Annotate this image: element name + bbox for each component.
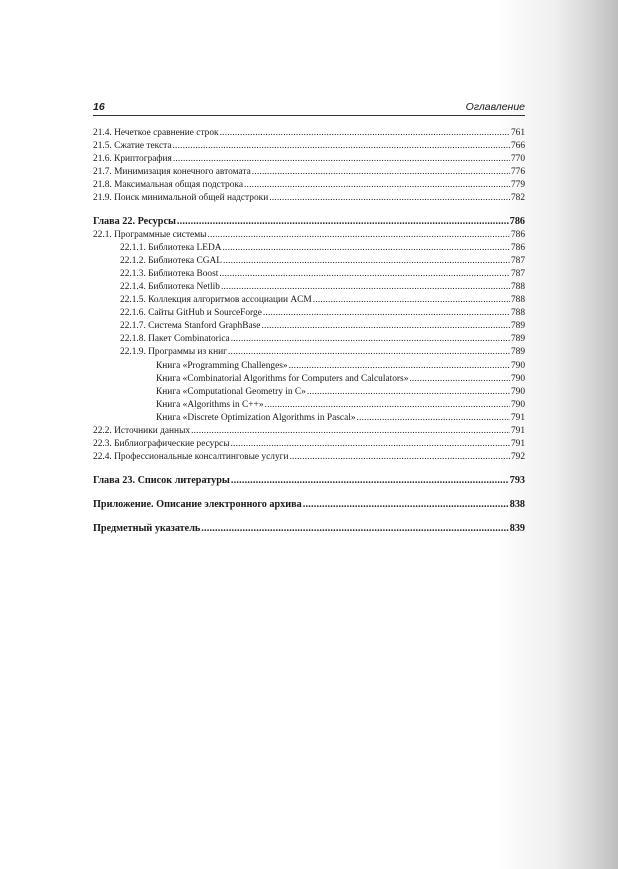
toc-entry-title: Книга «Programming Challenges» bbox=[156, 360, 288, 371]
toc-entry-page: 791 bbox=[510, 439, 525, 450]
toc-entry-title: Книга «Algorithms in C++» bbox=[156, 399, 264, 410]
leader-dots bbox=[244, 179, 510, 192]
toc-appendix[interactable] bbox=[93, 498, 525, 512]
toc-entry-page: 790 bbox=[510, 399, 525, 410]
toc-entry-page: 786 bbox=[510, 229, 525, 240]
leader-dots bbox=[220, 127, 510, 140]
table-of-contents bbox=[93, 127, 525, 536]
toc-entry-page: 789 bbox=[510, 334, 525, 345]
section-title: Оглавление bbox=[465, 101, 525, 113]
toc-subentry[interactable] bbox=[93, 294, 525, 307]
toc-entry[interactable] bbox=[93, 229, 525, 242]
toc-entry[interactable] bbox=[93, 166, 525, 179]
leader-dots bbox=[307, 386, 510, 399]
leader-dots bbox=[219, 268, 510, 281]
toc-subentry[interactable] bbox=[93, 281, 525, 294]
toc-subentry[interactable] bbox=[93, 307, 525, 320]
leader-dots bbox=[177, 215, 509, 229]
toc-entry-title: 22.1.6. Сайты GitHub и SourceForge bbox=[120, 308, 262, 319]
toc-entry[interactable] bbox=[93, 451, 525, 464]
toc-entry-title: 22.1.5. Коллекция алгоритмов ассоциации ACM bbox=[120, 295, 312, 306]
toc-entry-title: Книга «Discrete Optimization Algorithms in Pascal» bbox=[156, 412, 356, 423]
toc-entry-page: 791 bbox=[510, 425, 525, 436]
toc-book-entry[interactable] bbox=[93, 399, 525, 412]
leader-dots bbox=[261, 320, 509, 333]
leader-dots bbox=[263, 307, 510, 320]
toc-entry-title: 22.1. Программные системы bbox=[93, 229, 207, 240]
toc-entry-title: 22.1.4. Библиотека Netlib bbox=[120, 281, 220, 292]
toc-entry-page: 770 bbox=[510, 154, 525, 165]
toc-entry-title: 21.7. Минимизация конечного автомата bbox=[93, 167, 251, 178]
leader-dots bbox=[172, 140, 509, 153]
toc-entry-page: 788 bbox=[510, 308, 525, 319]
toc-entry[interactable] bbox=[93, 153, 525, 166]
toc-entry-page: 788 bbox=[510, 295, 525, 306]
leader-dots bbox=[228, 346, 510, 359]
leader-dots bbox=[357, 412, 510, 425]
toc-chapter-22[interactable] bbox=[93, 215, 525, 229]
toc-entry-page: 766 bbox=[510, 141, 525, 152]
chapter-page: 839 bbox=[509, 523, 525, 535]
toc-entry-title: 22.1.8. Пакет Combinatorica bbox=[120, 334, 230, 345]
toc-subentry[interactable] bbox=[93, 255, 525, 268]
leader-dots bbox=[223, 242, 510, 255]
toc-entry-page: 789 bbox=[510, 321, 525, 332]
toc-entry-title: Книга «Computational Geometry in C» bbox=[156, 386, 306, 397]
leader-dots bbox=[290, 451, 510, 464]
leader-dots bbox=[289, 360, 510, 373]
chapter-title: Предметный указатель bbox=[93, 523, 201, 535]
chapter-page: 786 bbox=[509, 215, 525, 227]
toc-entry[interactable] bbox=[93, 425, 525, 438]
page-header bbox=[93, 101, 525, 116]
leader-dots bbox=[231, 333, 510, 346]
toc-entry[interactable] bbox=[93, 140, 525, 153]
chapter-title: Приложение. Описание электронного архива bbox=[93, 499, 302, 511]
toc-entry-page: 779 bbox=[510, 180, 525, 191]
toc-entry-page: 761 bbox=[510, 128, 525, 138]
toc-entry-title: 22.1.3. Библиотека Boost bbox=[120, 268, 219, 279]
toc-book-entry[interactable] bbox=[93, 386, 525, 399]
toc-entry-title: 22.2. Источники данных bbox=[93, 425, 191, 436]
toc-entry-title: 22.1.1. Библиотека LEDA bbox=[120, 242, 222, 253]
toc-subject-index[interactable] bbox=[93, 522, 525, 536]
toc-subentry[interactable] bbox=[93, 333, 525, 346]
toc-entry-title: 22.1.9. Программы из книг bbox=[120, 347, 227, 358]
leader-dots bbox=[191, 425, 510, 438]
leader-dots bbox=[409, 373, 510, 386]
toc-chapter-23[interactable] bbox=[93, 474, 525, 488]
toc-entry-page: 786 bbox=[510, 242, 525, 253]
toc-entry-page: 791 bbox=[510, 412, 525, 423]
toc-entry-page: 789 bbox=[510, 347, 525, 358]
toc-entry-page: 790 bbox=[510, 360, 525, 371]
leader-dots bbox=[265, 399, 510, 412]
toc-entry[interactable] bbox=[93, 192, 525, 205]
toc-entry[interactable] bbox=[93, 179, 525, 192]
leader-dots bbox=[221, 281, 510, 294]
toc-entry-page: 790 bbox=[510, 373, 525, 384]
toc-book-entry[interactable] bbox=[93, 373, 525, 386]
toc-entry-page: 776 bbox=[510, 167, 525, 178]
leader-dots bbox=[303, 498, 509, 512]
leader-dots bbox=[269, 192, 510, 205]
toc-entry-page: 792 bbox=[510, 452, 525, 463]
leader-dots bbox=[173, 153, 510, 166]
toc-entry-title: 21.6. Криптография bbox=[93, 154, 172, 165]
toc-subentry[interactable] bbox=[93, 242, 525, 255]
toc-entry-title: 21.4. Нечеткое сравнение строк bbox=[93, 128, 219, 138]
leader-dots bbox=[201, 522, 508, 536]
leader-dots bbox=[207, 229, 509, 242]
toc-entry-page: 787 bbox=[510, 255, 525, 266]
toc-entry[interactable] bbox=[93, 438, 525, 451]
page-number: 16 bbox=[93, 101, 105, 113]
toc-entry-title: 22.1.7. Система Stanford GraphBase bbox=[120, 321, 261, 332]
toc-entry-page: 782 bbox=[510, 193, 525, 204]
toc-book-entry[interactable] bbox=[93, 360, 525, 373]
toc-entry[interactable] bbox=[93, 127, 525, 140]
toc-subentry[interactable] bbox=[93, 320, 525, 333]
toc-book-entry[interactable] bbox=[93, 412, 525, 425]
leader-dots bbox=[231, 438, 510, 451]
toc-entry-page: 790 bbox=[510, 386, 525, 397]
leader-dots bbox=[252, 166, 510, 179]
toc-entry-title: 21.5. Сжатие текста bbox=[93, 141, 172, 152]
toc-entry-title: 21.8. Максимальная общая подстрока bbox=[93, 180, 244, 191]
toc-entry-title: 21.9. Поиск минимальной общей надстроки bbox=[93, 193, 269, 204]
toc-subentry[interactable] bbox=[93, 346, 525, 359]
toc-entry-title: 22.1.2. Библиотека CGAL bbox=[120, 255, 223, 266]
chapter-title: Глава 22. Ресурсы bbox=[93, 215, 176, 227]
chapter-page: 838 bbox=[509, 499, 525, 511]
chapter-page: 793 bbox=[509, 475, 525, 487]
toc-entry-page: 788 bbox=[510, 281, 525, 292]
toc-entry-title: Книга «Combinatorial Algorithms for Computers and Calculators» bbox=[156, 373, 409, 384]
toc-entry-title: 22.3. Библиографические ресурсы bbox=[93, 439, 230, 450]
leader-dots bbox=[313, 294, 510, 307]
leader-dots bbox=[231, 474, 509, 488]
leader-dots bbox=[223, 255, 510, 268]
toc-subentry[interactable] bbox=[93, 268, 525, 281]
toc-entry-title: 22.4. Профессиональные консалтинговые услуги bbox=[93, 452, 289, 463]
toc-entry-page: 787 bbox=[510, 268, 525, 279]
chapter-title: Глава 23. Список литературы bbox=[93, 475, 230, 487]
